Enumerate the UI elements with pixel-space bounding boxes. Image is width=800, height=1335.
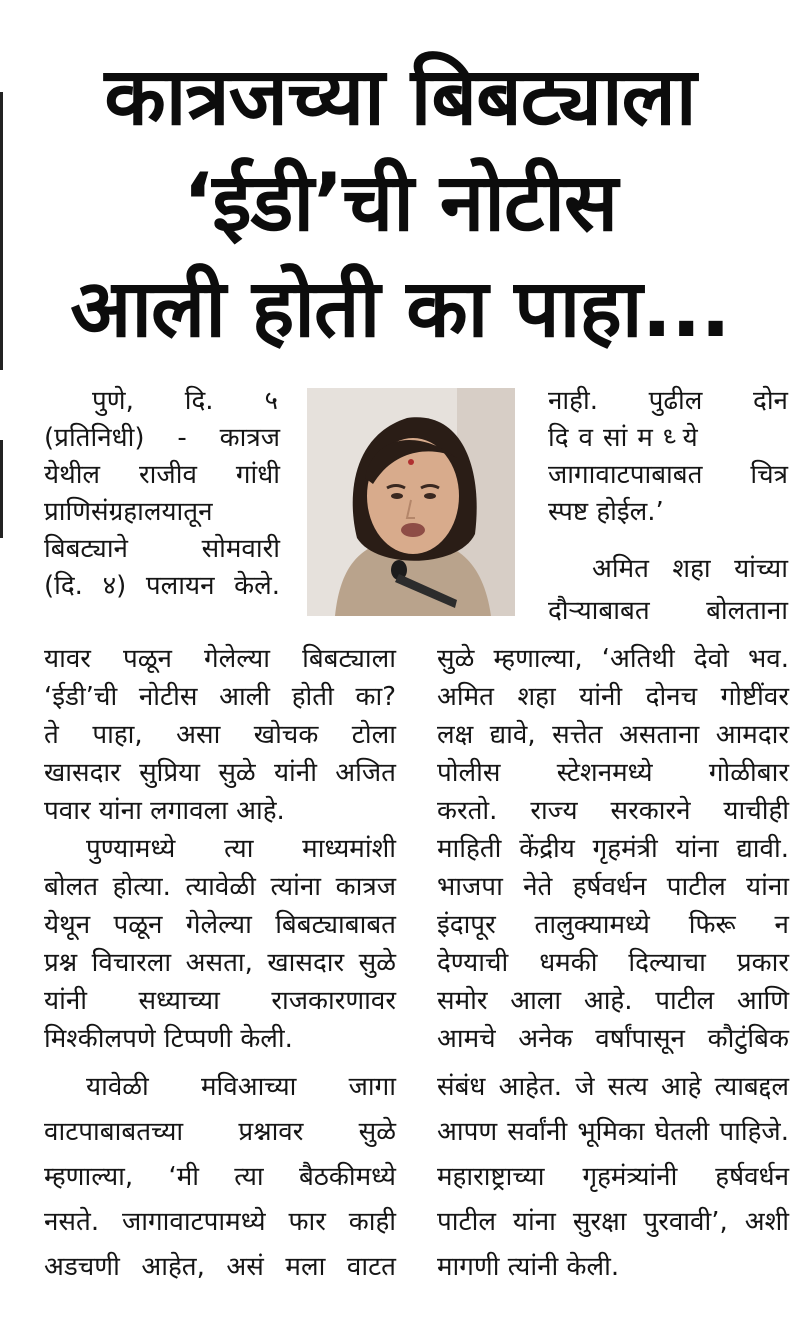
article-line: स्पष्ट होईल.’: [548, 497, 664, 527]
article-photo: [307, 388, 515, 616]
article-line: मिश्कीलपणे टिप्पणी केली.: [44, 1024, 293, 1054]
article-line: आपण सर्वांनी भूमिका घेतली पाहिजे.: [437, 1117, 789, 1147]
article-line: दौऱ्याबाबत बोलताना: [548, 596, 788, 626]
headline-line-2: ‘ईडी’ची नोटीस: [182, 156, 618, 249]
article-line: दिवसांमध्ये: [548, 423, 708, 453]
article-line: बिबट्याने सोमवारी: [44, 534, 280, 564]
article-line: यावेळी मविआच्या जागा: [86, 1072, 396, 1102]
article-line: येथील राजीव गांधी: [44, 460, 280, 490]
article-line: (दि. ४) पलायन केले.: [44, 571, 280, 601]
article-line: पवार यांना लगावला आहे.: [44, 796, 285, 826]
article-line: वाटपाबाबतच्या प्रश्नावर सुळे: [44, 1117, 396, 1147]
article-line: प्राणिसंग्रहालयातून: [44, 497, 213, 527]
article-line: संबंध आहेत. जे सत्य आहे त्याबद्दल: [437, 1072, 789, 1102]
article-line: अडचणी आहेत, असं मला वाटत: [44, 1252, 396, 1282]
article-line: ‘ईडी’ची नोटीस आली होती का?: [44, 682, 396, 712]
headline-line-1: कात्रजच्या बिबट्याला: [104, 50, 696, 143]
article-line: बोलत होत्या. त्यावेळी त्यांना कात्रज: [44, 872, 396, 902]
article-line: इंदापूर तालुक्यामध्ये फिरू न: [437, 910, 789, 940]
headline: [0, 44, 800, 362]
article-line: म्हणाल्या, ‘मी त्या बैठकीमध्ये: [44, 1162, 396, 1192]
speaker-portrait: [307, 388, 515, 616]
article-line: माहिती केंद्रीय गृहमंत्री यांना द्यावी.: [437, 834, 789, 864]
article-line: मागणी त्यांनी केली.: [437, 1252, 620, 1282]
article-line: (प्रतिनिधी) - कात्रज: [44, 423, 280, 453]
article-line: अमित शहा यांनी दोनच गोष्टींवर: [437, 682, 789, 712]
article-line: देण्याची धमकी दिल्याचा प्रकार: [437, 948, 789, 978]
article-line: अमित शहा यांच्या: [592, 554, 788, 584]
article-line: ते पाहा, असा खोचक टोला: [44, 720, 396, 750]
article-line: यांनी सध्याच्या राजकारणावर: [44, 986, 396, 1016]
article-line: भाजपा नेते हर्षवर्धन पाटील यांना: [437, 872, 789, 902]
article-line: समोर आला आहे. पाटील आणि: [437, 986, 789, 1016]
article-line: खासदार सुप्रिया सुळे यांनी अजित: [44, 758, 396, 788]
article-line: यावर पळून गेलेल्या बिबट्याला: [44, 644, 396, 674]
column-rule-mid: [0, 440, 3, 538]
article-line: पाटील यांना सुरक्षा पुरवावी’, अशी: [437, 1207, 789, 1237]
article-line: प्रश्न विचारला असता, खासदार सुळे: [44, 948, 396, 978]
article-line: जागावाटपाबाबत चित्र: [548, 460, 788, 490]
article-line: नाही. पुढील दोन: [548, 386, 788, 416]
article-line: येथून पळून गेलेल्या बिबट्याबाबत: [44, 910, 396, 940]
article-line: लक्ष द्यावे, सत्तेत असताना आमदार: [437, 720, 789, 750]
headline-line-3: आली होती का पाहा...: [70, 262, 730, 355]
article-line: पुण्यामध्ये त्या माध्यमांशी: [86, 834, 396, 864]
article-line: पुणे, दि. ५: [92, 386, 278, 416]
article-line: महाराष्ट्राच्या गृहमंत्र्यांनी हर्षवर्धन: [437, 1162, 789, 1192]
article-line: आमचे अनेक वर्षांपासून कौटुंबिक: [437, 1024, 789, 1054]
article-line: करतो. राज्य सरकारने याचीही: [437, 796, 789, 826]
article-line: पोलीस स्टेशनमध्ये गोळीबार: [437, 758, 789, 788]
article-line: नसते. जागावाटपामध्ये फार काही: [44, 1207, 396, 1237]
article-line: सुळे म्हणाल्या, ‘अतिथी देवो भव.: [437, 644, 789, 674]
